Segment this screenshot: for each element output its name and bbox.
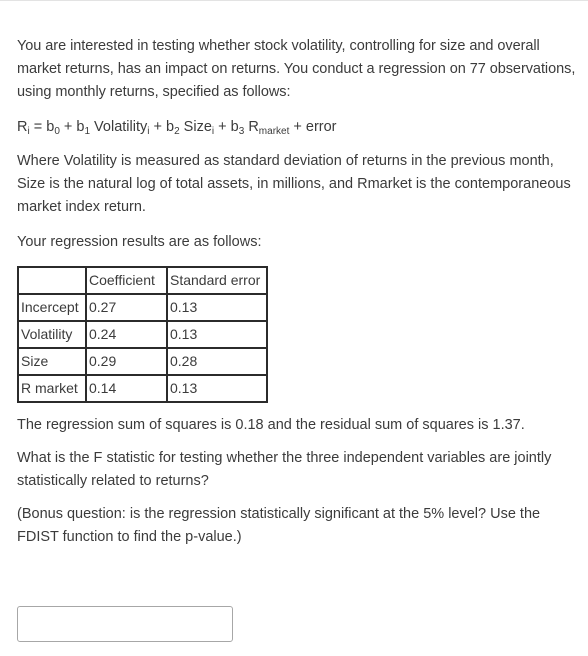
table-cell: 0.13 — [167, 321, 267, 348]
answer-input[interactable] — [17, 606, 233, 642]
table-row — [18, 321, 267, 348]
question-body — [17, 35, 583, 549]
question-prompt: What is the F statistic for testing whether the three independent variables are jointly statistically related to returns? — [17, 450, 552, 489]
table-cell: 0.29 — [86, 348, 167, 375]
table-cell: 0.27 — [86, 294, 167, 321]
table-cell: 0.28 — [167, 348, 267, 375]
table-row — [18, 294, 267, 321]
table-cell: Size — [18, 348, 86, 375]
table-header-cell: Coefficient — [86, 267, 167, 294]
sum-of-squares-text: The regression sum of squares is 0.18 and the residual sum of squares is 1.37. — [17, 417, 525, 433]
table-cell: 0.14 — [86, 375, 167, 402]
bonus-question: (Bonus question: is the regression statistically significant at the 5% level? Use the FDIST function to find the p-value.) — [17, 506, 541, 545]
table-header-cell — [18, 267, 86, 294]
table-cell: 0.13 — [167, 294, 267, 321]
regression-results-table — [17, 266, 268, 403]
table-header-cell: Standard error — [167, 267, 267, 294]
results-label: Your regression results are as follows: — [17, 234, 262, 250]
top-divider — [0, 0, 588, 1]
table-row — [18, 375, 267, 402]
question-intro: You are interested in testing whether stock volatility, controlling for size and overall market returns, has an impact on returns. You conduct a regression on 77 observations, using monthly returns, specified as follows: — [17, 38, 576, 100]
regression-equation: $R_i = b_0 + b_1$ Volatility$_i$ + $b_2$ Size$_i$ + $b_3$ $R_{market}$ + error — [17, 119, 337, 137]
table-cell: Volatility — [18, 321, 86, 348]
variable-definitions: Where Volatility is measured as standard deviation of returns in the previous month, Size is the natural log of total assets, in millions, and Rmarket is the contemporaneous market index return. — [17, 153, 571, 215]
table-cell: 0.13 — [167, 375, 267, 402]
table-cell: R market — [18, 375, 86, 402]
table-header-row — [18, 267, 267, 294]
table-cell: 0.24 — [86, 321, 167, 348]
table-row — [18, 348, 267, 375]
table-cell: Incercept — [18, 294, 86, 321]
